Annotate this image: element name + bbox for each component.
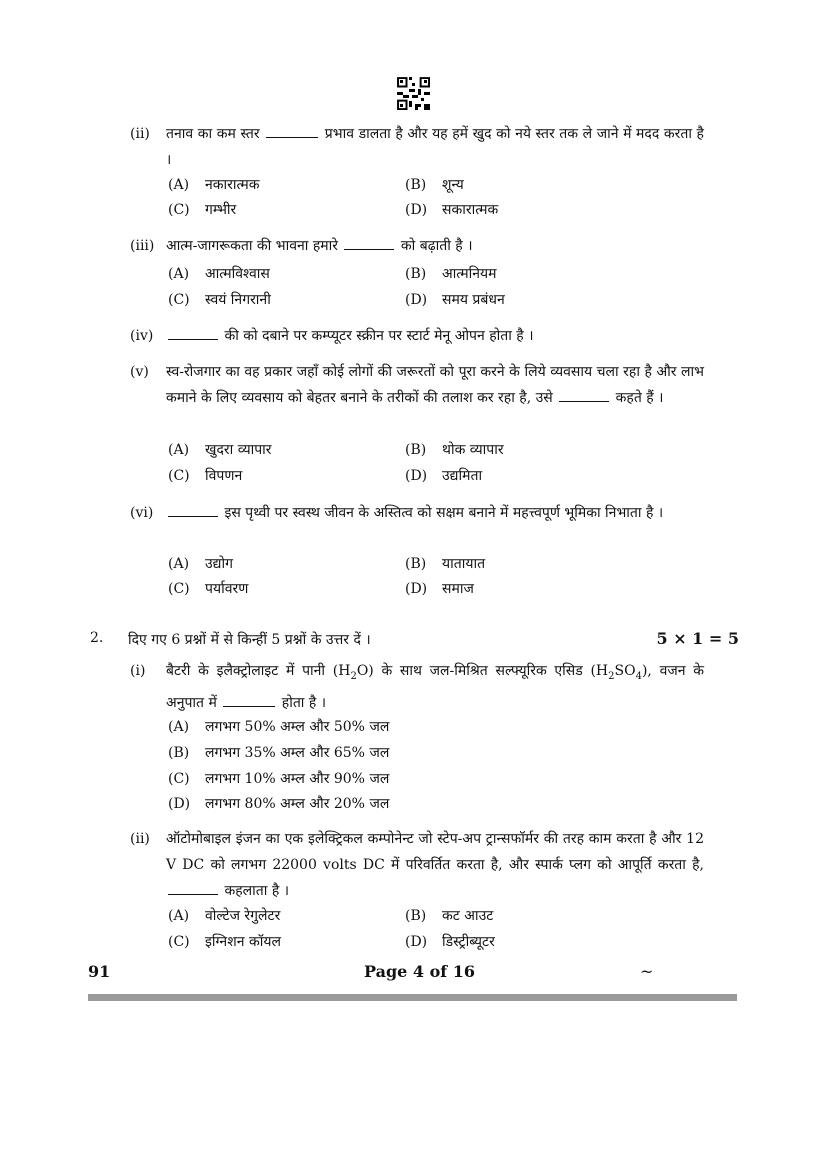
question-number: (i) — [130, 663, 146, 679]
option-b: (B) यातायात — [405, 556, 486, 572]
option-a: (A) वोल्टेज रेगुलेटर — [168, 908, 281, 924]
option-c: (C) पर्यावरण — [168, 581, 249, 597]
question-text: आत्म-जागरूकता की भावना हमारे को बढ़ाती है । — [166, 233, 704, 259]
option-a: (A) आत्मविश्वास — [168, 266, 270, 282]
option-c: (C) इग्निशन कॉयल — [168, 934, 281, 950]
option-d: (D) समय प्रबंधन — [405, 292, 505, 308]
option-a: (A) उद्योग — [168, 556, 233, 572]
option-c: (C) स्वयं निगरानी — [168, 292, 271, 308]
option-b: (B) लगभग 35% अम्ल और 65% जल — [168, 745, 390, 761]
question-text: इस पृथ्वी पर स्वस्थ जीवन के अस्तित्व को सक्षम बनाने में महत्त्वपूर्ण भूमिका निभाता है । — [166, 500, 704, 526]
option-b: (B) शून्य — [405, 177, 464, 193]
option-a: (A) लगभग 50% अम्ल और 50% जल — [168, 719, 390, 735]
answer-blank — [168, 880, 218, 895]
option-d: (D) लगभग 80% अम्ल और 20% जल — [168, 796, 390, 812]
option-c: (C) लगभग 10% अम्ल और 90% जल — [168, 771, 390, 787]
question-text: स्व-रोजगार का वह प्रकार जहाँ कोई लोगों की जरूरतों को पूरा करने के लिये व्यवसाय चला रहा है और लाभ कमाने के लिए व्यवसाय को बेहतर बनाने के तरीकों की तलाश कर रहा है, उसे कहते हैं । — [166, 364, 704, 406]
option-b: (B) कट आउट — [405, 908, 494, 924]
qr-code — [397, 77, 430, 110]
option-c: (C) गम्भीर — [168, 202, 237, 218]
section-instruction: दिए गए 6 प्रश्नों में से किन्हीं 5 प्रश्नों के उत्तर दें । — [128, 632, 371, 648]
question-number: (iv) — [130, 328, 154, 344]
option-b: (B) आत्मनियम — [405, 266, 497, 282]
paper-code: 91 — [88, 962, 111, 981]
section-marks: 5 × 1 = 5 — [656, 629, 739, 648]
question-text: की को दबाने पर कम्प्यूटर स्क्रीन पर स्टार्ट मेनू ओपन होता है । — [166, 323, 726, 349]
option-b: (B) थोक व्यापार — [405, 442, 504, 458]
question-text: तनाव का कम स्तर प्रभाव डालता है और यह हमें खुद को नये स्तर तक ले जाने में मदद करता है । — [166, 121, 704, 173]
answer-blank — [168, 325, 218, 340]
answer-blank — [559, 387, 609, 402]
answer-blank — [168, 502, 218, 517]
answer-blank — [266, 123, 318, 138]
option-d: (D) सकारात्मक — [405, 202, 499, 218]
question-number: (vi) — [130, 505, 154, 521]
question-text: ऑटोमोबाइल इंजन का एक इलेक्ट्रिकल कम्पोनेन्ट जो स्टेप-अप ट्रान्सफॉर्मर की तरह काम करता है और 12 V DC को लगभग 22000 volts DC में परिवर्तित करता है, और स्पार्क प्लग को आपूर्ति करता है, कहलाता है । — [166, 831, 704, 899]
option-d: (D) डिस्ट्रीब्यूटर — [405, 934, 495, 950]
page-number: Page 4 of 16 — [364, 962, 475, 981]
question-number: (iii) — [130, 238, 155, 254]
question-number: (ii) — [130, 126, 150, 142]
footer-mark: ~ — [640, 962, 654, 981]
answer-blank — [223, 692, 275, 707]
question-number: (v) — [130, 364, 149, 380]
option-d: (D) उद्यमिता — [405, 468, 483, 484]
option-a: (A) खुदरा व्यापार — [168, 442, 272, 458]
option-d: (D) समाज — [405, 581, 474, 597]
option-a: (A) नकारात्मक — [168, 177, 260, 193]
question-number: (ii) — [130, 831, 150, 847]
question-text: बैटरी के इलैक्ट्रोलाइट में पानी $(H_2O)$ के साथ जल-मिश्रित सल्फ्यूरिक एसिड $(H_2SO_4)$, वजन के अनुपात में होता है । — [166, 663, 704, 711]
footer-rule — [88, 994, 737, 1001]
section-number: 2. — [90, 630, 104, 646]
answer-blank — [344, 235, 394, 250]
option-c: (C) विपणन — [168, 468, 243, 484]
